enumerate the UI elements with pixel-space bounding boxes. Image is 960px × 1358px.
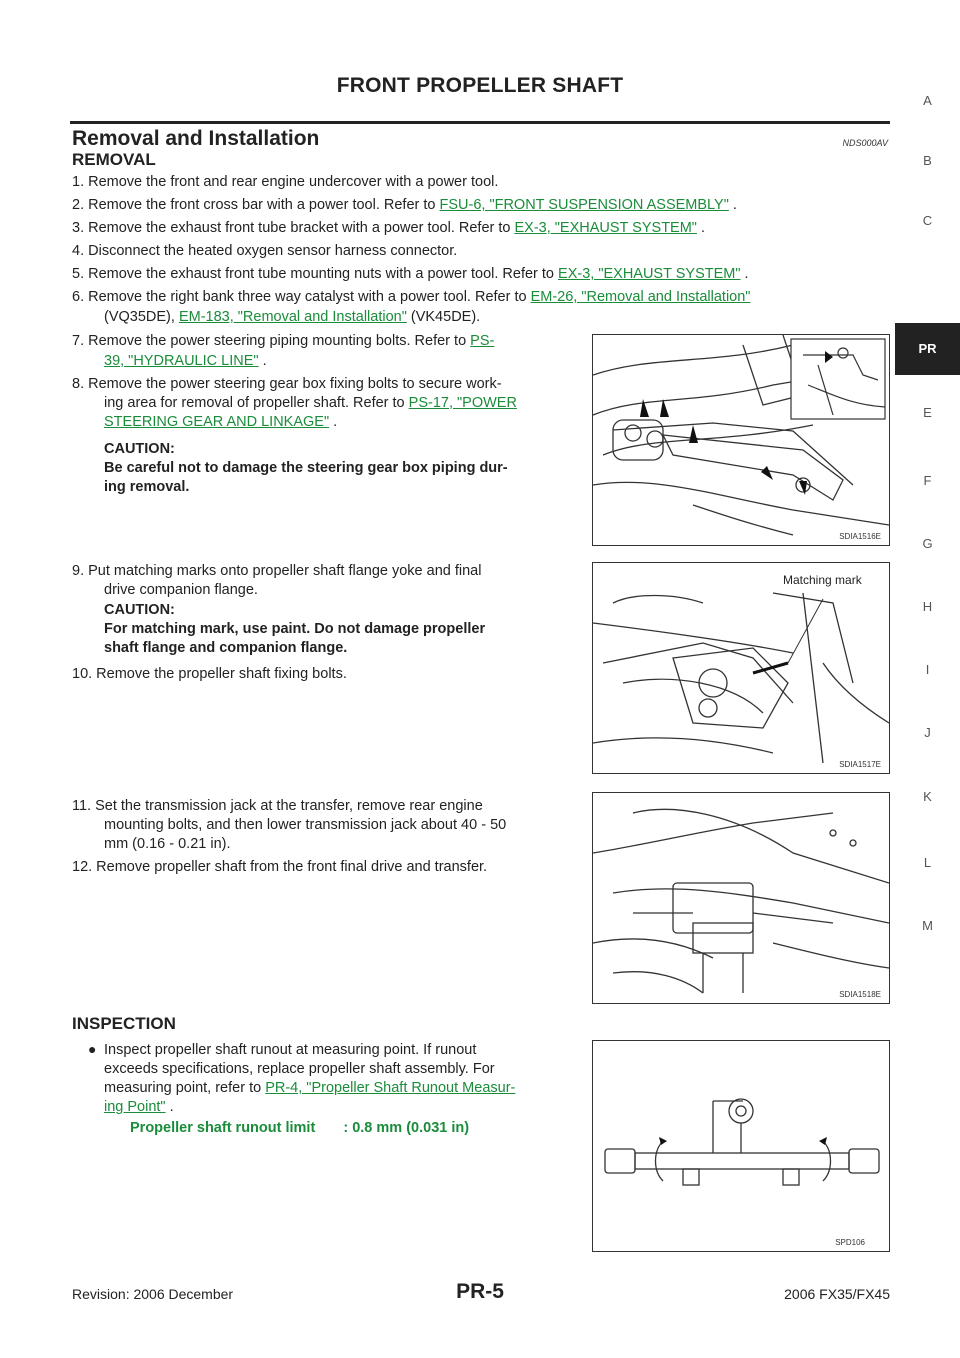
- caution-1-title: CAUTION:: [104, 441, 175, 457]
- inspection-line-4: ing Point" .: [104, 1099, 174, 1115]
- link-ps-39-b[interactable]: 39, "HYDRAULIC LINE": [104, 353, 259, 369]
- tab-f[interactable]: F: [923, 473, 932, 488]
- link-pr-4-b[interactable]: ing Point": [104, 1099, 166, 1115]
- caution-2-title: CAUTION:: [104, 602, 175, 618]
- tab-b[interactable]: B: [923, 153, 932, 168]
- step-8-cont2: STEERING GEAR AND LINKAGE" .: [104, 414, 338, 430]
- link-em-26[interactable]: EM-26, "Removal and Installation": [530, 289, 751, 305]
- link-em-183[interactable]: EM-183, "Removal and Installation": [178, 309, 407, 325]
- step-6-cont: (VQ35DE), EM-183, "Removal and Installation" (VK45DE).: [104, 309, 481, 325]
- section-code: NDS000AV: [842, 138, 888, 148]
- tab-l[interactable]: L: [923, 855, 932, 870]
- step-11: 11. Set the transmission jack at the transfer, remove rear engine: [72, 798, 483, 814]
- step-10: 10. Remove the propeller shaft fixing bolts.: [72, 666, 347, 682]
- inspection-line-1: Inspect propeller shaft runout at measuring point. If runout: [104, 1042, 477, 1058]
- inspection-heading: INSPECTION: [72, 1014, 176, 1033]
- runout-gauge-illustration: [593, 1041, 889, 1251]
- runout-value: : 0.8 mm (0.031 in): [343, 1120, 470, 1136]
- link-ex-3[interactable]: EX-3, "EXHAUST SYSTEM": [514, 220, 697, 236]
- step-6: 6. Remove the right bank three way catalyst with a power tool. Refer to EM-26, "Removal and Installation": [72, 289, 751, 305]
- tab-pr[interactable]: PR: [895, 323, 960, 375]
- section-title: Removal and Installation: [72, 127, 320, 150]
- step-1: 1. Remove the front and rear engine undercover with a power tool.: [72, 174, 499, 190]
- tab-m[interactable]: M: [922, 918, 933, 933]
- step-12: 12. Remove propeller shaft from the front final drive and transfer.: [72, 859, 488, 875]
- step-7-cont: 39, "HYDRAULIC LINE" .: [104, 353, 267, 369]
- tab-c[interactable]: C: [922, 213, 933, 228]
- link-ps-39-a[interactable]: PS-: [470, 333, 495, 349]
- figure-runout-measurement: [592, 1040, 890, 1252]
- removal-heading: REMOVAL: [72, 150, 156, 169]
- link-ps-17-b[interactable]: STEERING GEAR AND LINKAGE": [104, 414, 330, 430]
- runout-label: Propeller shaft runout limit: [130, 1120, 316, 1136]
- step-11-cont: mounting bolts, and then lower transmission jack about 40 - 50: [104, 817, 507, 833]
- link-ps-17-a[interactable]: PS-17, "POWER: [408, 395, 517, 411]
- inspection-bullet: ●: [88, 1041, 97, 1057]
- footer-model: 2006 FX35/FX45: [784, 1286, 890, 1302]
- matching-mark-illustration: [593, 563, 889, 773]
- step-7: 7. Remove the power steering piping mounting bolts. Refer to PS-: [72, 333, 495, 349]
- link-ex-3-nuts[interactable]: EX-3, "EXHAUST SYSTEM": [558, 266, 741, 282]
- figure-4-code: SPD106: [835, 1238, 865, 1247]
- caution-2-line-1: For matching mark, use paint. Do not damage propeller: [104, 621, 486, 637]
- tab-h[interactable]: H: [922, 599, 933, 614]
- step-3: 3. Remove the exhaust front tube bracket with a power tool. Refer to EX-3, "EXHAUST SYSTEM" .: [72, 220, 706, 236]
- figure-2-code: SDIA1517E: [839, 760, 881, 769]
- step-8: 8. Remove the power steering gear box fixing bolts to secure work-: [72, 376, 502, 392]
- inspection-line-2: exceeds specifications, replace propeller shaft assembly. For: [104, 1061, 495, 1077]
- step-11-cont2: mm (0.16 - 0.21 in).: [104, 836, 231, 852]
- link-fsu-6[interactable]: FSU-6, "FRONT SUSPENSION ASSEMBLY": [439, 197, 729, 213]
- link-pr-4-a[interactable]: PR-4, "Propeller Shaft Runout Measur-: [265, 1080, 516, 1096]
- footer-revision: Revision: 2006 December: [72, 1286, 234, 1302]
- runout-spec: [130, 1120, 469, 1136]
- step-8-cont: ing area for removal of propeller shaft. Refer to PS-17, "POWER: [104, 395, 517, 411]
- figure-steering-gear: [592, 334, 890, 546]
- caution-1-line-1: Be careful not to damage the steering gear box piping dur-: [104, 460, 508, 476]
- inspection-line-3: measuring point, refer to PR-4, "Propeller Shaft Runout Measur-: [104, 1080, 516, 1096]
- figure-3-code: SDIA1518E: [839, 990, 881, 999]
- page-header-title: FRONT PROPELLER SHAFT: [336, 74, 624, 97]
- figure-matching-mark: [592, 562, 890, 774]
- caution-1-line-2: ing removal.: [104, 479, 190, 495]
- transmission-jack-illustration: [593, 793, 889, 1003]
- step-2: 2. Remove the front cross bar with a power tool. Refer to FSU-6, "FRONT SUSPENSION ASSEMBLY" .: [72, 197, 737, 213]
- figure-2-label: Matching mark: [783, 573, 862, 587]
- caution-2-line-2: shaft flange and companion flange.: [104, 640, 348, 656]
- tab-a[interactable]: A: [923, 93, 932, 108]
- step-9-cont: drive companion flange.: [104, 582, 258, 598]
- tab-j[interactable]: J: [924, 725, 931, 740]
- steering-gear-illustration: [593, 335, 889, 545]
- step-4: 4. Disconnect the heated oxygen sensor harness connector.: [72, 243, 458, 259]
- figure-1-code: SDIA1516E: [839, 532, 881, 541]
- tab-g[interactable]: G: [922, 536, 933, 551]
- tab-e[interactable]: E: [923, 405, 932, 420]
- step-5: 5. Remove the exhaust front tube mounting nuts with a power tool. Refer to EX-3, "EXHAUST SYSTEM" .: [72, 266, 749, 282]
- step-9: 9. Put matching marks onto propeller shaft flange yoke and final: [72, 563, 482, 579]
- tab-k[interactable]: K: [923, 789, 932, 804]
- header-rule: [70, 121, 890, 124]
- figure-transmission-jack: [592, 792, 890, 1004]
- tab-i[interactable]: I: [925, 662, 930, 677]
- footer-page-number: PR-5: [456, 1280, 504, 1303]
